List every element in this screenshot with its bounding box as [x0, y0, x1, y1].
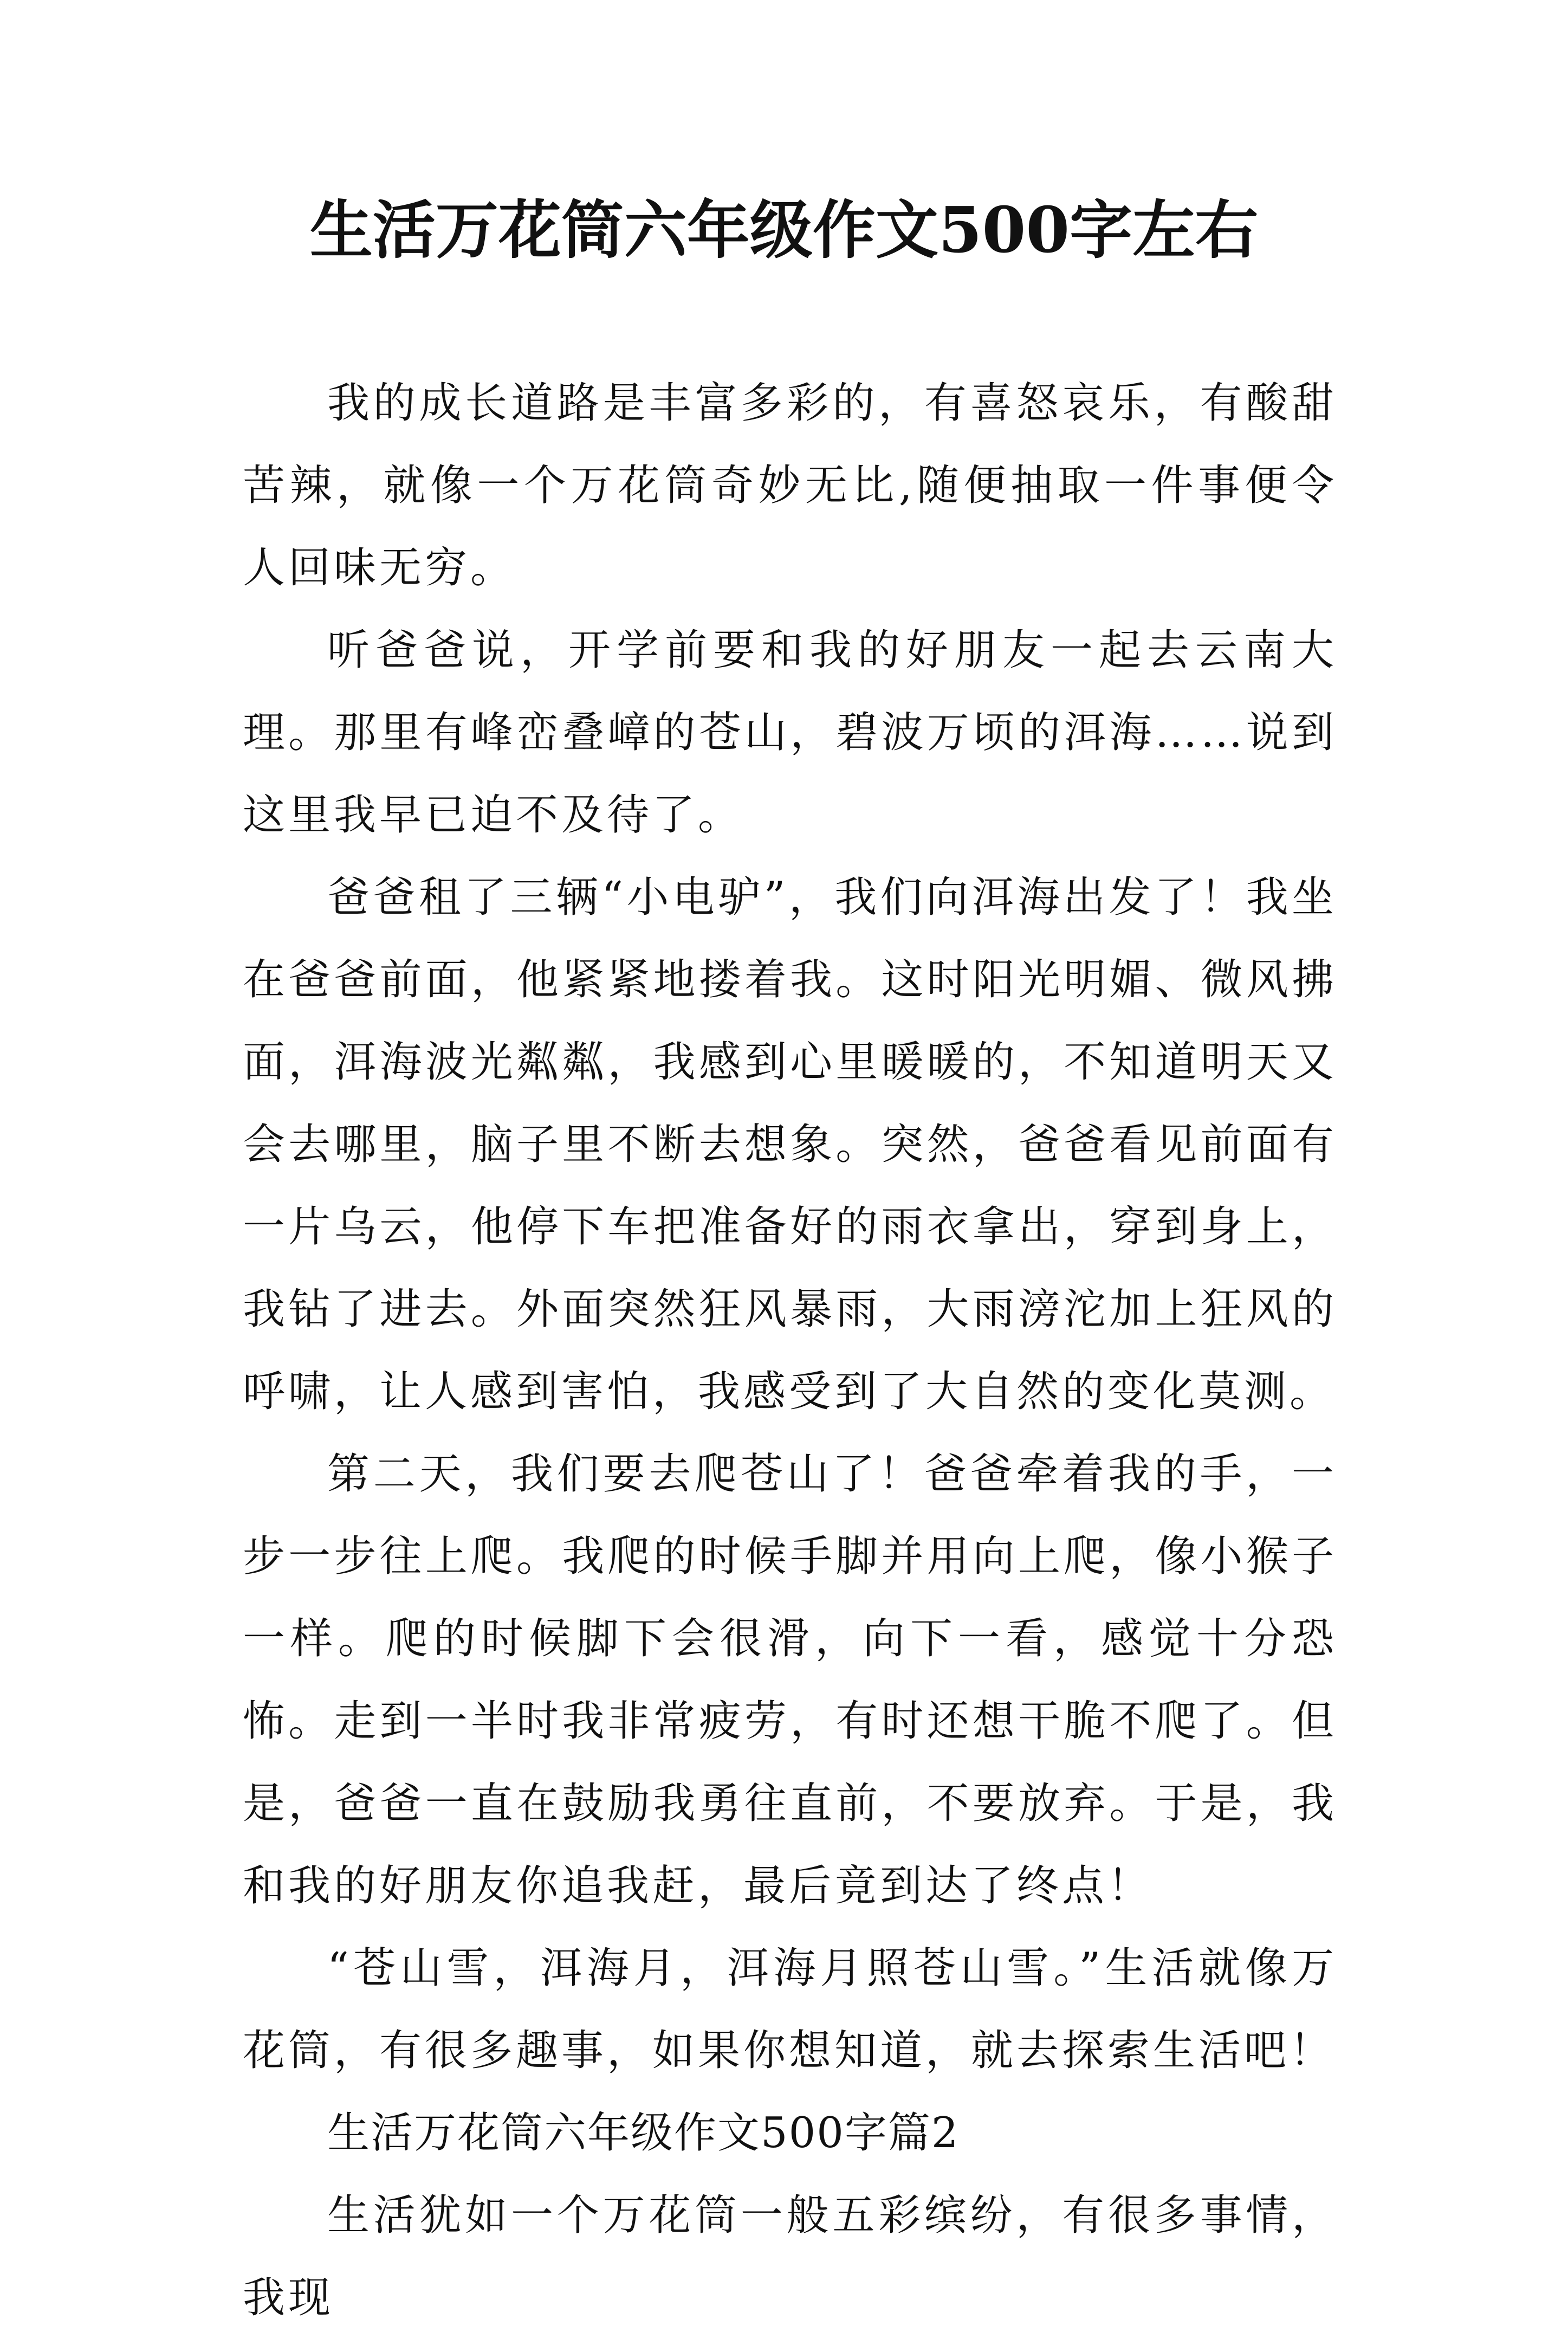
section-heading-part-2: 生活万花筒六年级作文500字篇2	[327, 2109, 960, 2157]
paragraph-erhai-ride: 爸爸租了三辆“小电驴”，我们向洱海出发了！我坐在爸爸前面，他紧紧地搂着我。这时阳光明媚、微风拂面，洱海波光粼粼，我感到心里暖暖的，不知道明天又会去哪里，脑子里不断去想象。突然，爸爸看见前面有一片乌云，他停下车把准备好的雨衣拿出，穿到身上，我钻了进去。外面突然狂风暴雨，大雨滂沱加上狂风的呼啸，让人感到害怕，我感受到了大自然的变化莫测。	[243, 873, 1337, 1416]
document-body	[243, 362, 1337, 2339]
paragraph-conclusion: “苍山雪，洱海月，洱海月照苍山雪。”生活就像万花筒，有很多趣事，如果你想知道，就去探索生活吧！	[243, 1944, 1337, 2075]
document-title: 生活万花筒六年级作文500字左右	[309, 193, 1259, 267]
paragraph-part-2-start: 生活犹如一个万花筒一般五彩缤纷，有很多事情，我现	[243, 2191, 1337, 2322]
paragraph-trip-plan: 听爸爸说，开学前要和我的好朋友一起去云南大理。那里有峰峦叠嶂的苍山，碧波万顷的洱海……说到这里我早已迫不及待了。	[243, 626, 1337, 839]
paragraph-cangshan-climb: 第二天，我们要去爬苍山了！爸爸牵着我的手，一步一步往上爬。我爬的时候手脚并用向上爬，像小猴子一样。爬的时候脚下会很滑，向下一看，感觉十分恐怖。走到一半时我非常疲劳，有时还想干脆不爬了。但是，爸爸一直在鼓励我勇往直前，不要放弃。于是，我和我的好朋友你追我赶，最后竟到达了终点！	[243, 1450, 1337, 1910]
paragraph-intro: 我的成长道路是丰富多彩的，有喜怒哀乐，有酸甜苦辣，就像一个万花筒奇妙无比,随便抽取一件事便令人回味无穷。	[243, 379, 1337, 592]
